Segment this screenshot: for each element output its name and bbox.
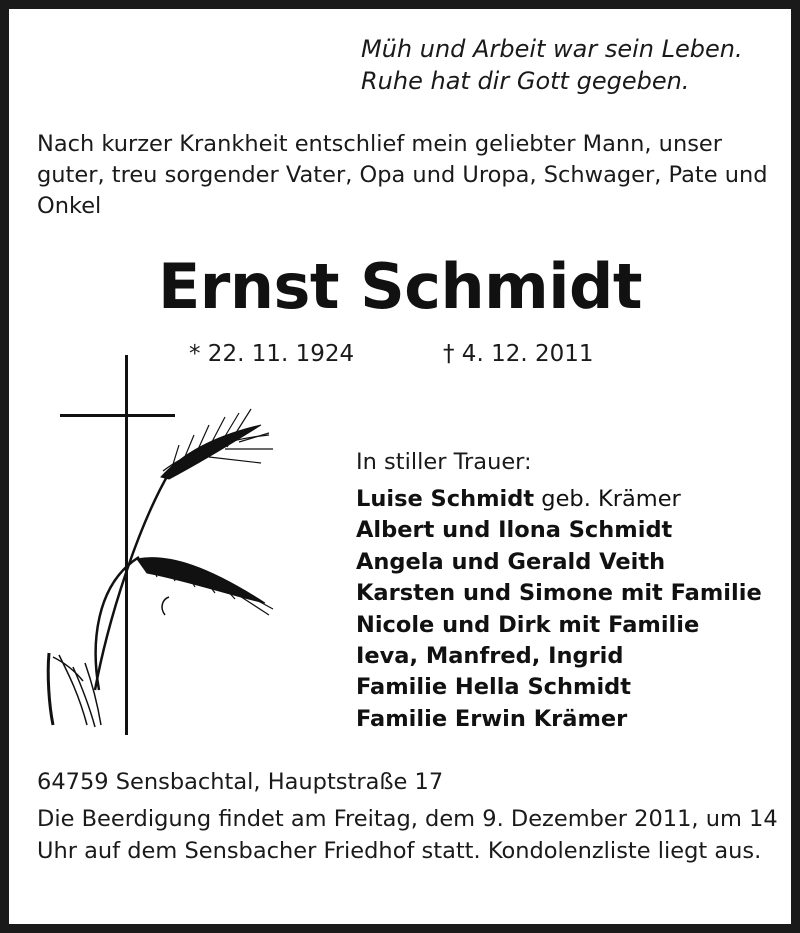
death-date: † 4. 12. 2011 <box>443 341 594 367</box>
mourner-name <box>356 672 786 703</box>
mourner-name <box>356 704 786 735</box>
mourner-name <box>356 547 786 578</box>
mourner-name <box>356 515 786 546</box>
funeral-details: Die Beerdigung findet am Freitag, dem 9. Dezember 2011, um 14 Uhr auf dem Sensbacher Friedhof statt. Kondolenzliste liegt aus. <box>37 806 778 864</box>
mourner-name-strong: Angela und Gerald Veith <box>356 548 666 575</box>
mourners-block <box>356 445 786 735</box>
mourner-name-suffix: geb. Krämer <box>534 486 681 512</box>
mourner-name-strong: Karsten und Simone mit Familie <box>356 580 762 607</box>
cross-with-wheat-icon <box>29 345 289 735</box>
mourner-name-strong: Luise Schmidt <box>356 486 535 512</box>
wheat-ear-upper-icon <box>95 409 273 690</box>
motto-line-2: Ruhe hat dir Gott gegeben. <box>361 67 690 95</box>
intro-text: Nach kurzer Krankheit entschlief mein geliebter Mann, unser guter, treu sorgender Vater, Opa und Uropa, Schwager, Pate und Onkel <box>37 131 768 219</box>
mourner-name-strong: Nicole und Dirk mit Familie <box>356 611 700 638</box>
mourner-name-strong: Familie Hella Schmidt <box>356 674 632 701</box>
mourner-name-strong: Ieva, Manfred, Ingrid <box>356 643 624 670</box>
wheat-ear-lower-icon <box>96 557 273 690</box>
mourner-name <box>356 610 786 641</box>
mourner-name-strong: Familie Erwin Krämer <box>356 705 628 732</box>
motto-line-1: Müh und Arbeit war sein Leben. <box>361 35 743 63</box>
family-address: 64759 Sensbachtal, Hauptstraße 17 <box>37 769 444 795</box>
mourning-heading: In stiller Trauer: <box>356 449 532 475</box>
motto-verse <box>361 33 781 97</box>
deceased-name: Ernst Schmidt <box>157 250 643 323</box>
mourner-name <box>356 578 786 609</box>
mourner-name <box>356 641 786 672</box>
grass-blades-icon <box>48 653 101 727</box>
birth-date: * 22. 11. 1924 <box>189 341 355 367</box>
mourner-name <box>356 484 786 515</box>
mourner-name-strong: Albert und Ilona Schmidt <box>356 517 673 544</box>
